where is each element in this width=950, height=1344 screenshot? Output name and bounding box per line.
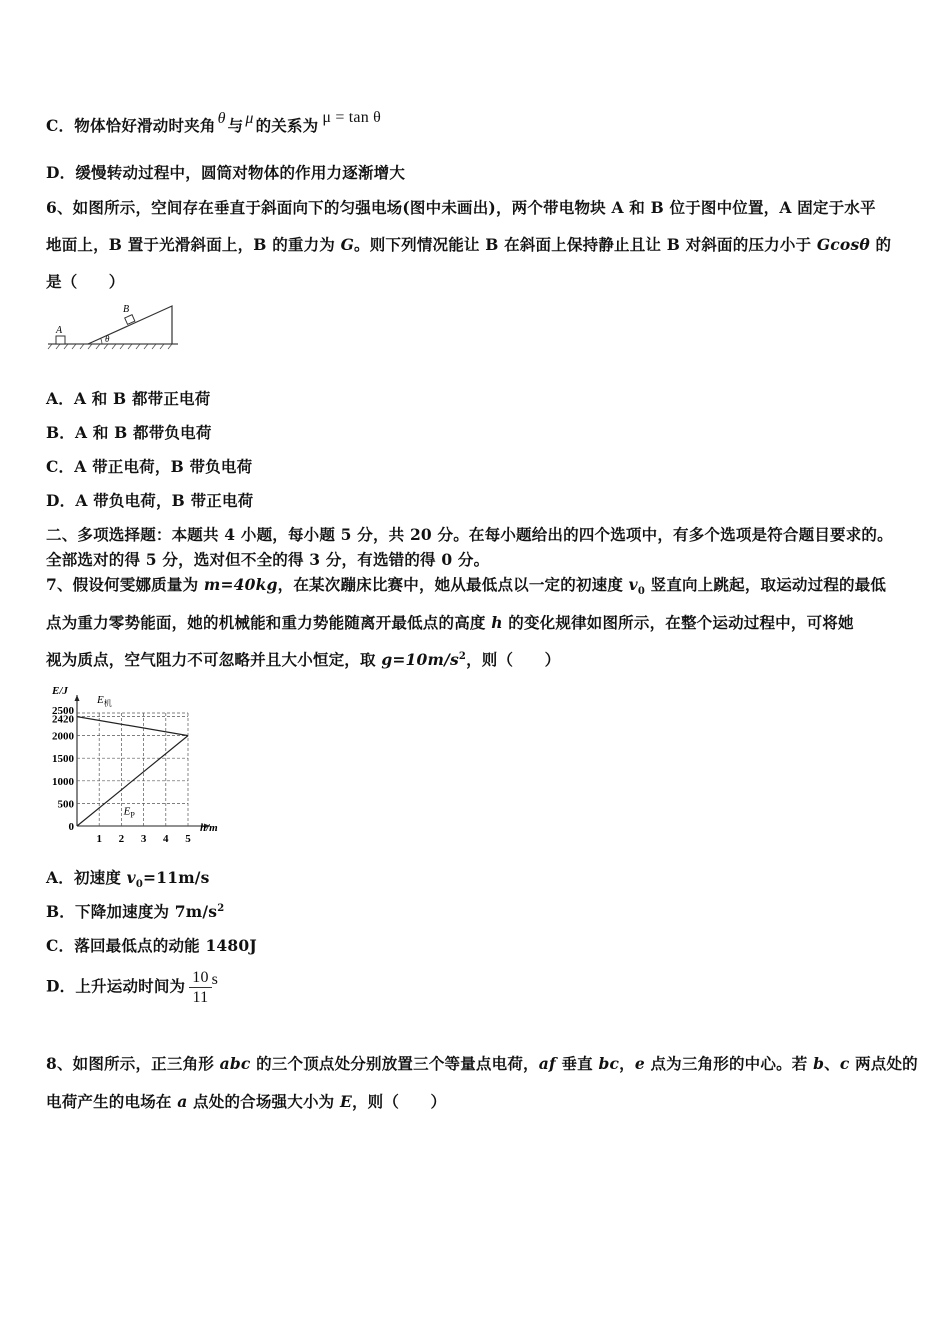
q6-option-b: B．A 和 B 都带负电荷 xyxy=(46,423,212,442)
angle-arc xyxy=(101,339,102,344)
q7-line2: 点为重力零势能面，她的机械能和重力势能随离开最低点的高度 h 的变化规律如图所示，在整个运动过程中，可将她 xyxy=(46,613,854,632)
y-tick-label: 1000 xyxy=(52,775,74,788)
series-label-mechanical: $E_机$ xyxy=(96,694,112,708)
q7-option-a: A．初速度 $v_0=11m/s$ xyxy=(46,868,210,891)
y-tick-label: 0 xyxy=(68,821,74,833)
x-tick-label: 4 xyxy=(163,833,169,845)
option-c-prev: C．物体恰好滑动时夹角 θ 与 μ 的关系为 μ = tan θ xyxy=(46,109,381,135)
q6-line3: 是（ ） xyxy=(46,272,125,291)
q8-line1: 8、如图所示，正三角形 abc 的三个顶点处分别放置三个等量点电荷，af 垂直 bc，e 点为三角形的中心。若 b、c 两点处的 xyxy=(46,1054,918,1073)
x-tick-label: 3 xyxy=(140,833,147,845)
energy-height-chart xyxy=(40,680,230,850)
q7-option-b: B．下降加速度为 $7m/s^2$ xyxy=(46,902,225,921)
y-tick-label: 2500 xyxy=(52,705,74,717)
y-axis-arrow xyxy=(75,695,80,701)
mu-symbol: μ xyxy=(245,110,254,127)
formula-mu-tan: μ = tan θ xyxy=(322,109,381,126)
q6-line2: 地面上，B 置于光滑斜面上，B 的重力为 G。则下列情况能让 B 在斜面上保持静止且让 B 对斜面的压力小于 Gcosθ 的 xyxy=(46,235,892,254)
y-tick-label: 500 xyxy=(57,798,74,811)
q6-option-a: A．A 和 B 都带正电荷 xyxy=(46,389,211,408)
section2-line1: 二、多项选择题：本题共 4 小题，每小题 5 分，共 20 分。在每小题给出的四个选项中，有多个选项是符合题目要求的。 xyxy=(46,525,893,544)
q8-line2: 电荷产生的电场在 a 点处的合场强大小为 E，则（ ） xyxy=(46,1092,447,1111)
label-theta: θ xyxy=(105,334,110,344)
q6-option-d: D．A 带负电荷，B 带正电荷 xyxy=(46,491,254,510)
q7-line1: 7、假设何雯娜质量为 m=40kg，在某次蹦床比赛中，她从最低点以一定的初速度 $v_0$ 竖直向上跳起，取运动过程的最低 xyxy=(46,575,887,598)
x-axis-label: h/m xyxy=(200,822,218,834)
label-a: A xyxy=(56,325,63,336)
q6-line1: 6、如图所示，空间存在垂直于斜面向下的匀强电场(图中未画出)，两个带电物块 A 和 B 位于图中位置，A 固定于水平 xyxy=(46,198,876,217)
series-label-subscript: P xyxy=(130,810,135,820)
fraction-10-11: $\frac{10}{11}$ xyxy=(189,968,211,1007)
q6-option-c: C．A 带正电荷，B 带负电荷 xyxy=(46,457,253,476)
q6-incline-figure xyxy=(44,300,184,352)
y-tick-label: 1500 xyxy=(52,753,74,766)
option-d-prev: D．缓慢转动过程中，圆筒对物体的作用力逐渐增大 xyxy=(46,163,406,182)
y-axis-label: E/J xyxy=(52,685,68,697)
section2-line2: 全部选对的得 5 分，选对但不全的得 3 分，有选错的得 0 分。 xyxy=(46,550,490,569)
series-label-potential: $E_P$ xyxy=(123,805,135,820)
label-b: B xyxy=(123,304,130,315)
y-tick-label: 2000 xyxy=(52,730,74,743)
y-tick-label: 2420 xyxy=(52,713,74,726)
series-line-mechanical-energy xyxy=(77,717,188,736)
block-a xyxy=(56,336,65,344)
x-tick-label: 5 xyxy=(185,833,191,845)
x-tick-label: 1 xyxy=(96,833,102,845)
ground-hatch xyxy=(48,344,178,349)
x-tick-label: 2 xyxy=(118,833,125,845)
incline xyxy=(88,306,172,344)
q7-option-c: C．落回最低点的动能 1480J xyxy=(46,936,257,955)
series-label-subscript: 机 xyxy=(103,699,112,708)
q7-line3: 视为质点，空气阻力不可忽略并且大小恒定，取 $g=10m/s^2$，则（ ） xyxy=(46,650,561,669)
theta-symbol: θ xyxy=(217,110,226,127)
q7-option-d: D．上升运动时间为 $\frac{10}{11}$ s xyxy=(46,969,219,1006)
